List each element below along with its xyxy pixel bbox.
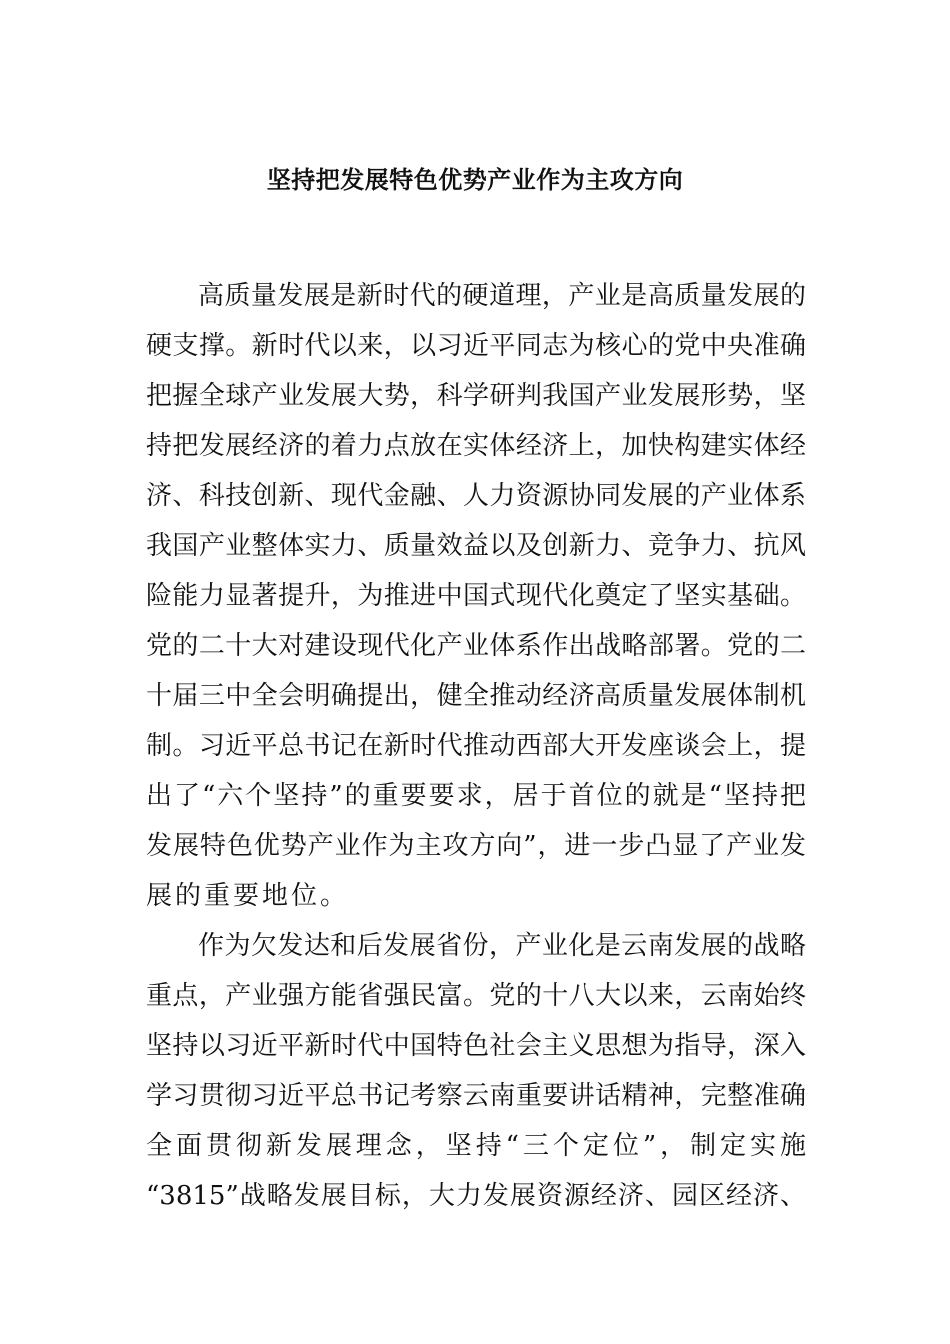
text-line: 全面贯彻新发展理念，坚持“三个定位”，制定实施 xyxy=(146,1131,806,1161)
text-line: 硬支撑。新时代以来，以习近平同志为核心的党中央准确 xyxy=(146,331,806,361)
text-line: 险能力显著提升，为推进中国式现代化奠定了坚实基础。 xyxy=(146,581,806,611)
text-line: 十届三中全会明确提出，健全推动经济高质量发展体制机 xyxy=(146,681,806,711)
text-line: 持把发展经济的着力点放在实体经济上，加快构建实体经 xyxy=(146,431,806,461)
text-line: 重点，产业强方能省强民富。党的十八大以来，云南始终 xyxy=(146,981,806,1011)
document-title: 坚持把发展特色优势产业作为主攻方向 xyxy=(266,166,684,194)
text-line: “3815”战略发展目标，大力发展资源经济、园区经济、 xyxy=(146,1181,806,1211)
text-line: 作为欠发达和后发展省份，产业化是云南发展的战略 xyxy=(198,931,806,961)
text-line: 发展特色优势产业作为主攻方向”，进一步凸显了产业发 xyxy=(146,831,806,861)
text-line: 制。习近平总书记在新时代推动西部大开发座谈会上，提 xyxy=(146,731,806,761)
text-line: 我国产业整体实力、质量效益以及创新力、竞争力、抗风 xyxy=(146,531,806,561)
text-line: 出了“六个坚持”的重要要求，居于首位的就是“坚持把 xyxy=(146,781,806,811)
text-line: 高质量发展是新时代的硬道理，产业是高质量发展的 xyxy=(198,281,806,311)
text-line: 把握全球产业发展大势，科学研判我国产业发展形势，坚 xyxy=(146,381,806,411)
text-line: 济、科技创新、现代金融、人力资源协同发展的产业体系 xyxy=(146,481,806,511)
text-line: 展的重要地位。 xyxy=(146,881,350,911)
text-line: 坚持以习近平新时代中国特色社会主义思想为指导，深入 xyxy=(146,1031,806,1061)
text-line: 党的二十大对建设现代化产业体系作出战略部署。党的二 xyxy=(146,631,806,661)
text-line: 学习贯彻习近平总书记考察云南重要讲话精神，完整准确 xyxy=(146,1081,806,1111)
